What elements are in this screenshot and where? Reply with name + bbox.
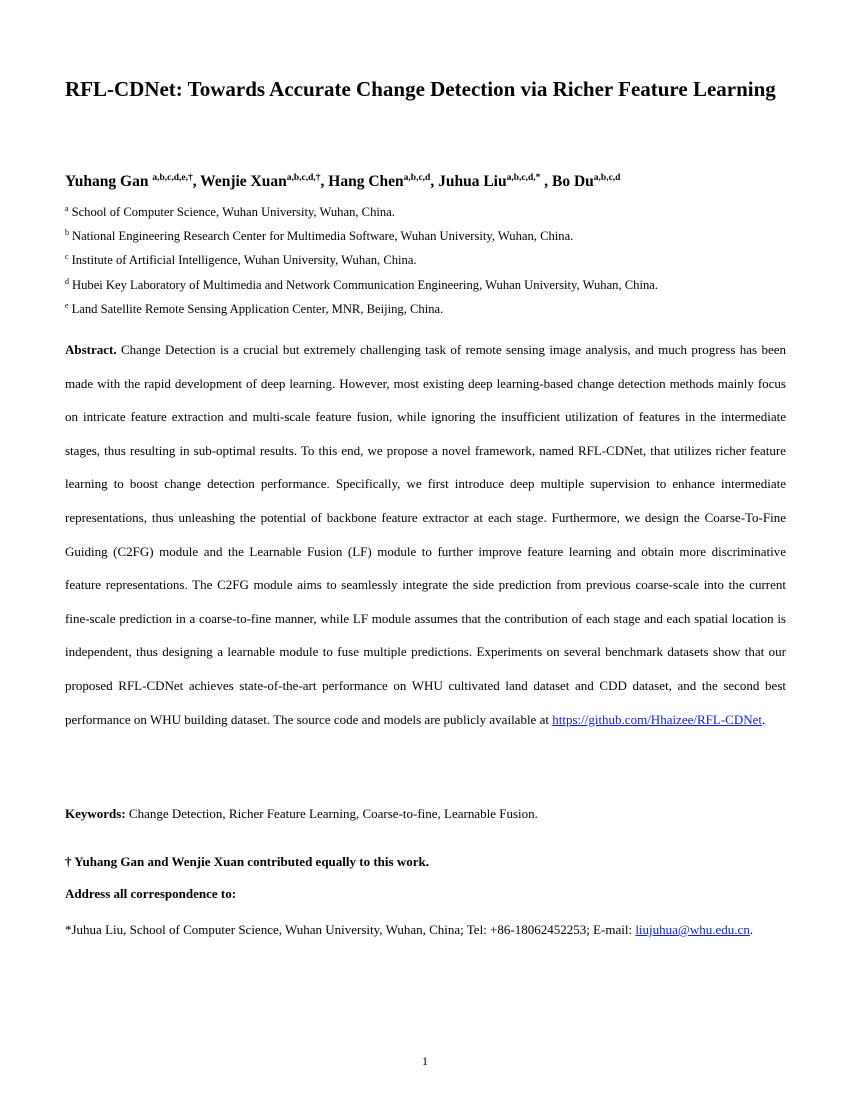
paper-title: RFL-CDNet: Towards Accurate Change Detection via Richer Feature Learning [65,77,776,101]
abstract-text: Change Detection is a crucial but extremely challenging task of remote sensing image analysis, and much progress has been made with the rapid development of deep learning. However, most existing deep learning-based change detection methods mainly focus on intricate feature extraction and multi-scale feature fusion, while ignoring the insufficient utilization of features in the intermediate stages, thus resulting in sub-optimal results. To this end, we propose a novel framework, named RFL-CDNet, that utilizes richer feature learning to boost change detection performance. Specifically, we first introduce deep multiple supervision to enhance intermediate representations, thus unleashing the potential of backbone feature extractor at each stage. Furthermore, we design the Coarse-To-Fine Guiding (C2FG) module and the Learnable Fusion (LF) module to further improve feature learning and obtain more discriminative feature representations. The C2FG module aims to seamlessly integrate the side prediction from previous coarse-scale into the current fine-scale prediction in a coarse-to-fine manner, while LF module assumes that the contribution of each stage and each spatial location is independent, thus designing a learnable module to fuse multiple predictions. Experiments on several benchmark datasets show that our proposed RFL-CDNet achieves state-of-the-art performance on WHU cultivated land dataset and CDD dataset, and the second best performance on WHU building dataset. The source code and models are publicly available at [65,342,786,727]
author-1: Yuhang Gan $^{a,b,c,d,e,\dagger}$, [65,173,201,190]
email-link[interactable]: liujuhua@whu.edu.cn [635,922,750,937]
affiliation-item: $^b$ National Engineering Research Center for Multimedia Software, Wuhan University, Wuhan, China. [65,228,574,244]
affiliation-item: $^d$ Hubei Key Laboratory of Multimedia and Network Communication Engineering, Wuhan University, Wuhan, China. [65,276,658,292]
keywords-label: Keywords: [65,806,126,821]
author-3: Hang Chen$^{a,b,c,d}$, [328,173,439,190]
abstract-label: Abstract. [65,342,117,357]
author-list [65,171,786,193]
affiliation-item: $^c$ Institute of Artificial Intelligence, Wuhan University, Wuhan, China. [65,252,417,268]
affiliation-list [65,200,786,321]
keywords [65,803,786,825]
code-repository-link[interactable]: https://github.com/Hhaizee/RFL-CDNet [552,711,762,727]
page-number: 1 [422,1054,428,1068]
author-4: Juhua Liu$^{a,b,c,d,*}$ , [438,173,553,190]
correspondence-heading: Address all correspondence to: [65,886,237,901]
affiliation-item: $^a$ School of Computer Science, Wuhan University, Wuhan, China. [65,204,395,219]
author-2: Wenjie Xuan$^{a,b,c,d,\dagger}$, [200,173,329,190]
equal-contribution-note: † Yuhang Gan and Wenjie Xuan contributed equally to this work. [65,854,429,869]
affiliation-item: $^e$ Land Satellite Remote Sensing Application Center, MNR, Beijing, China. [65,300,444,316]
author-5: Bo Du$^{a,b,c,d}$ [552,173,621,190]
correspondence-details: *Juhua Liu, School of Computer Science, Wuhan University, Wuhan, China; Tel: +86-18062452253; E-mail: liujuhua@whu.edu.cn. [65,922,754,937]
keywords-text: Change Detection, Richer Feature Learning, Coarse-to-fine, Learnable Fusion. [125,806,538,821]
abstract: Abstract. Change Detection is a crucial but extremely challenging task of remote sensing image analysis, and much progress has been made with the rapid development of deep learning. However, most existing deep learning-based change detection methods mainly focus on intricate feature extraction and multi-scale feature fusion, while ignoring the insufficient utilization of features in the intermediate stages, thus resulting in sub-optimal results. To this end, we propose a novel framework, named RFL-CDNet, that utilizes richer feature learning to boost change detection performance. Specifically, we first introduce deep multiple supervision to enhance intermediate representations, thus unleashing the potential of backbone feature extractor at each stage. Furthermore, we design the Coarse-To-Fine Guiding (C2FG) module and the Learnable Fusion (LF) module to further improve feature learning and obtain more discriminative feature representations. The C2FG module aims to seamlessly integrate the side prediction from previous coarse-scale into the current fine-scale prediction in a coarse-to-fine manner, while LF module assumes that the contribution of each stage and each spatial location is independent, thus designing a learnable module to fuse multiple predictions. Experiments on several benchmark datasets show that our proposed RFL-CDNet achieves state-of-the-art performance on WHU cultivated land dataset and CDD dataset, and the second best performance on WHU building dataset. The source code and models are publicly available at https://github.com/Hhaizee/RFL-CDNet. [65,342,786,727]
